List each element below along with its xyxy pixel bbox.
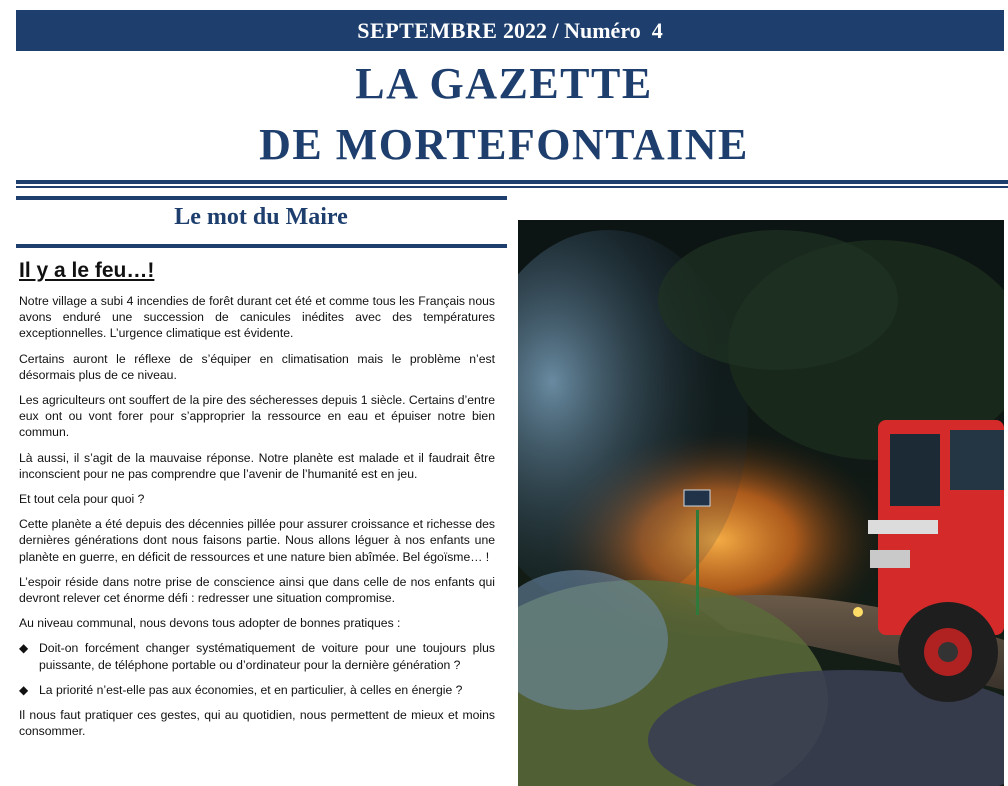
issue-separator: / [552,18,559,43]
section-rule-top [16,196,507,200]
paragraph: Certains auront le réflexe de s’équiper en climatisation mais le problème n’est désormais plus de ce niveau. [19,351,495,382]
article-headline: Il y a le feu…! [19,259,155,282]
bullet-text: Doit-on forcément changer systématiquement de voiture pour une toujours plus puissante, de téléphone portable ou d’ordinateur pour la dernière génération ? [39,641,495,672]
paragraph: Les agriculteurs ont souffert de la pire des sécheresses depuis 1 siècle. Certains d’entre eux ont ou vont forer pour s’approprier la ressource en eau et épuiser notre bien commun. [19,393,495,440]
list-item [19,682,495,698]
bullet-text: La priorité n’est-elle pas aux économies, et en particulier, à celles en énergie ? [39,682,463,697]
paragraph: L’espoir réside dans notre prise de conscience ainsi que dans celle de nos enfants qui devront relever cet énorme défi : redresser une situation compromise. [19,574,495,606]
diamond-bullet-icon: ◆ [19,682,29,697]
paragraph: Au niveau communal, nous devons tous adopter de bonnes pratiques : [19,616,401,631]
issue-year: 2022 [502,18,547,43]
diamond-bullet-icon: ◆ [19,641,29,656]
section-rule-bottom [16,244,507,248]
paragraph: Notre village a subi 4 incendies de forêt durant cet été et comme tous les Français nous avons enduré une succession de canicules inédites avec des températures exceptionnelles. L’urgence climatique est évidente. [19,294,495,341]
bullet-list [19,640,495,698]
paragraph: Cette planète a été depuis des décennies pillée pour assurer croissance et richesse des dernières générations dont nous faisons partie. Nous allons léguer à nos enfants une planète en guerre, en déficit de ressources et une nature bien abîmée. Bel égoïsme… ! [19,517,495,564]
forest-fire-photo [518,220,1004,786]
gazette-title-line1: LA GAZETTE [355,59,653,108]
paragraph: Et tout cela pour quoi ? [19,492,145,507]
gazette-title-line2: DE MORTEFONTAINE [259,120,749,169]
issue-number: Numéro 4 [564,18,663,43]
closing-paragraph: Il nous faut pratiquer ces gestes, qui au quotidien, nous permettent de mieux et moins consommer. [19,708,495,739]
paragraph: Là aussi, il s’agit de la mauvaise réponse. Notre planète est malade et il faudrait être inconscient pour ne pas comprendre que l’avenir de l’humanité est en jeu. [19,450,495,481]
section-title: Le mot du Maire [174,204,348,230]
article-body [19,293,495,748]
list-item [19,640,495,672]
issue-month: SEPTEMBRE [357,18,498,43]
masthead-divider-thin [16,186,1008,188]
masthead-divider-thick [16,180,1008,184]
issue-banner [16,10,1004,51]
